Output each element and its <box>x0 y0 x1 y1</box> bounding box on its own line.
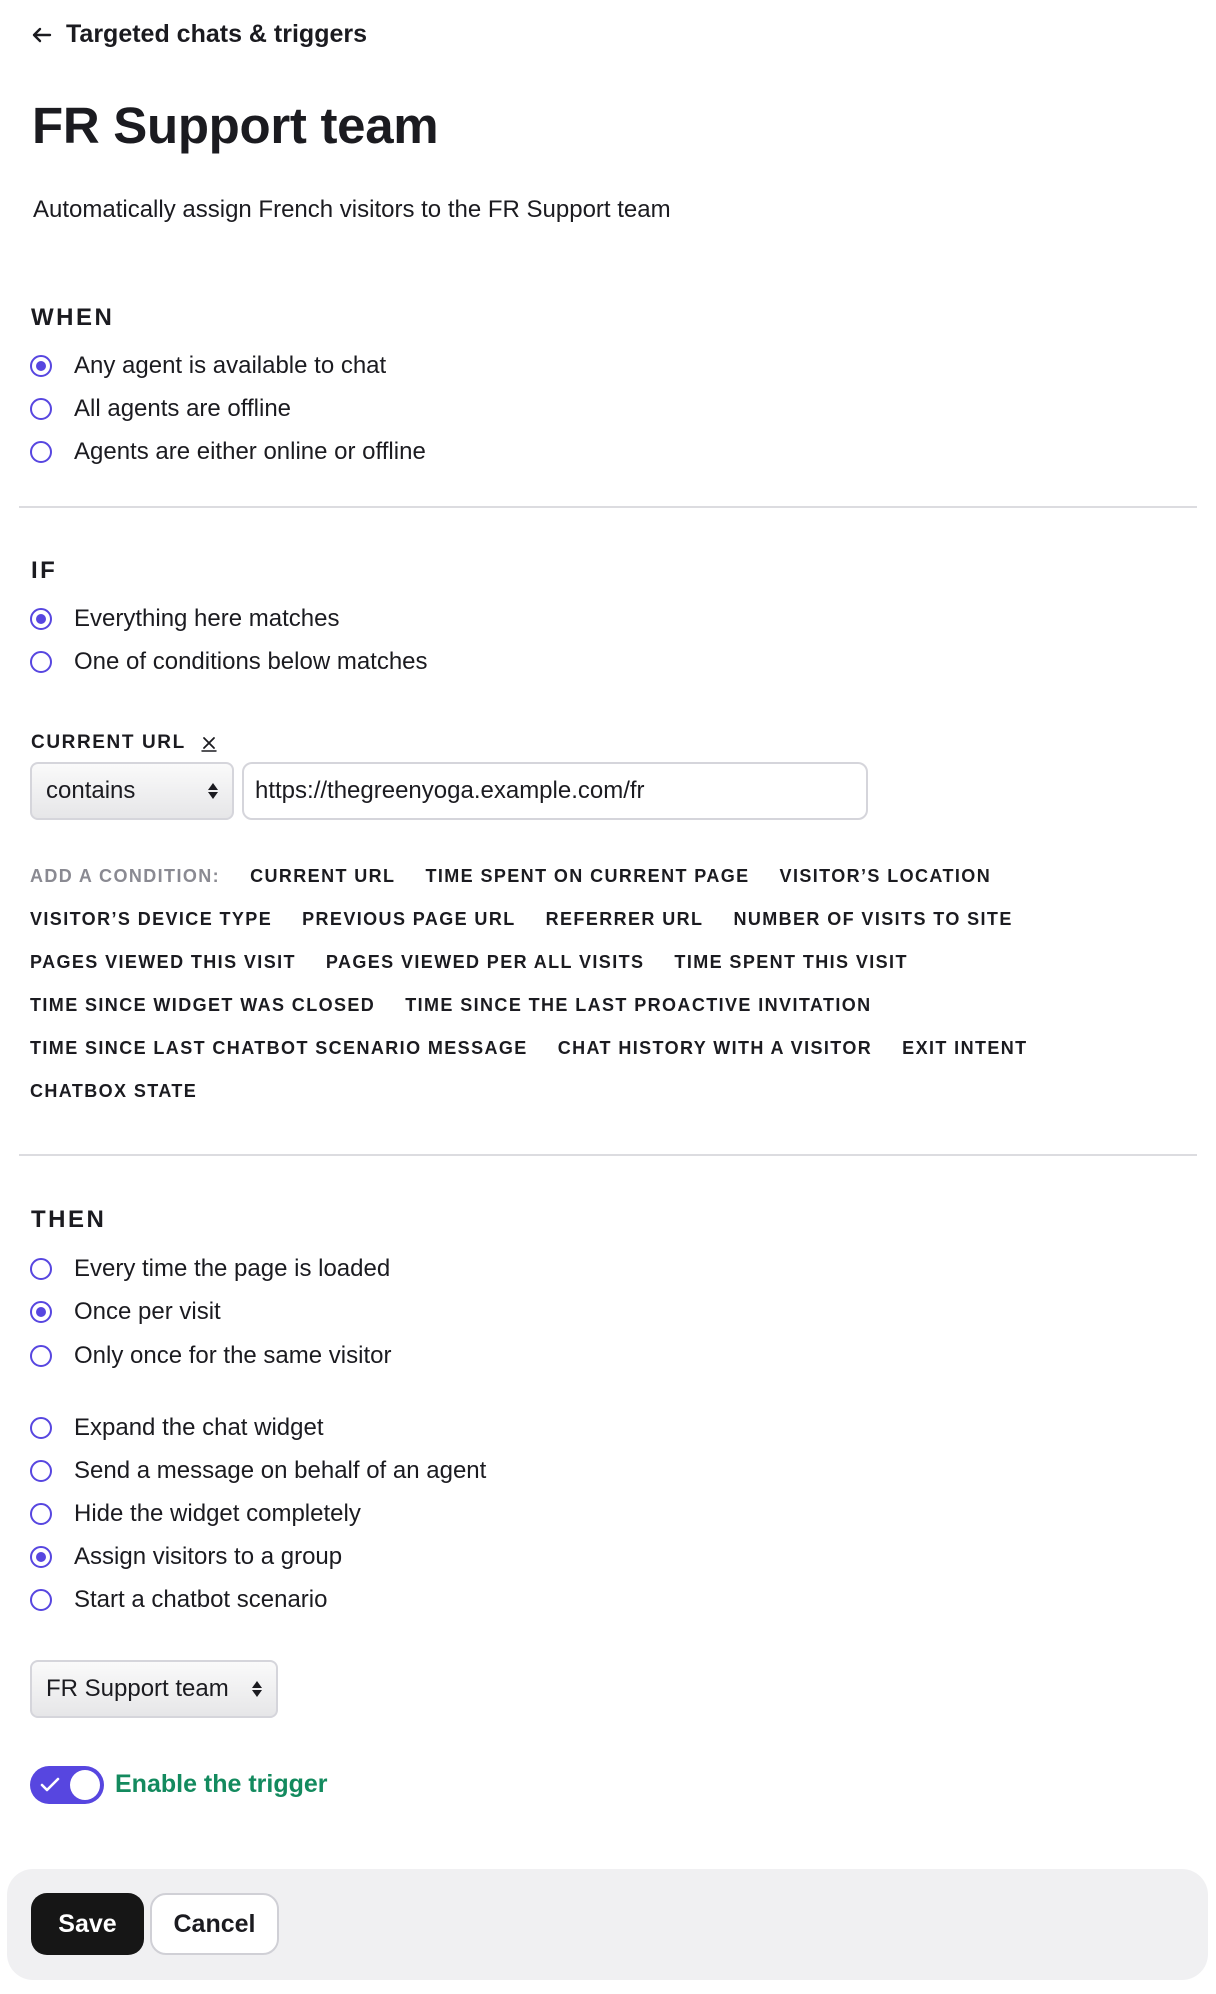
add-condition-chip[interactable]: TIME SPENT ON CURRENT PAGE <box>425 866 750 886</box>
add-condition-chip[interactable]: PAGES VIEWED THIS VISIT <box>30 952 296 972</box>
condition-url-input[interactable] <box>242 762 868 820</box>
add-condition-chip[interactable]: TIME SPENT THIS VISIT <box>674 952 908 972</box>
action-send-message[interactable] <box>30 1456 486 1486</box>
section-divider <box>19 506 1197 508</box>
radio-label: All agents are offline <box>74 395 292 422</box>
radio-label: Any agent is available to chat <box>74 352 387 379</box>
add-condition-chip[interactable]: TIME SINCE THE LAST PROACTIVE INVITATION <box>405 995 872 1015</box>
radio-label: Agents are either online or offline <box>74 438 426 465</box>
add-condition-chip[interactable]: CHATBOX STATE <box>30 1081 198 1101</box>
action-assign-group[interactable] <box>30 1542 342 1572</box>
radio-label: Send a message on behalf of an agent <box>74 1457 487 1484</box>
action-expand-widget[interactable] <box>30 1413 324 1443</box>
if-option-one-matches[interactable] <box>30 647 428 677</box>
group-select[interactable] <box>30 1660 278 1718</box>
add-condition-chip[interactable]: TIME SINCE WIDGET WAS CLOSED <box>30 995 376 1015</box>
add-condition-chip[interactable]: VISITOR’S DEVICE TYPE <box>30 909 273 929</box>
if-section-label: IF <box>31 557 58 584</box>
select-arrows-icon <box>208 783 218 799</box>
add-condition-chip[interactable]: CHAT HISTORY WITH A VISITOR <box>557 1038 873 1058</box>
radio-label: Start a chatbot scenario <box>74 1586 328 1613</box>
select-arrows-icon <box>252 1681 262 1697</box>
save-button[interactable]: Save <box>31 1893 144 1955</box>
radio-empty-icon <box>30 398 52 420</box>
action-start-chatbot[interactable] <box>30 1585 327 1615</box>
radio-label: Every time the page is loaded <box>74 1255 391 1282</box>
radio-selected-icon <box>30 608 52 630</box>
radio-label: One of conditions below matches <box>74 648 428 675</box>
condition-operator-select[interactable] <box>30 762 234 820</box>
select-value: FR Support team <box>46 1675 229 1702</box>
radio-empty-icon <box>30 1345 52 1367</box>
then-section-label: THEN <box>31 1206 107 1233</box>
page-description: Automatically assign French visitors to the FR Support team <box>33 196 671 223</box>
cancel-button[interactable]: Cancel <box>150 1893 279 1955</box>
add-condition-chip[interactable]: TIME SINCE LAST CHATBOT SCENARIO MESSAGE <box>30 1038 528 1058</box>
radio-empty-icon <box>30 1503 52 1525</box>
when-section-label: WHEN <box>31 304 115 331</box>
radio-empty-icon <box>30 1589 52 1611</box>
radio-empty-icon <box>30 441 52 463</box>
then-option-once-per-visit[interactable] <box>30 1297 221 1327</box>
radio-selected-icon <box>30 1546 52 1568</box>
radio-label: Expand the chat widget <box>74 1414 324 1441</box>
add-condition-chip[interactable]: NUMBER OF VISITS TO SITE <box>733 909 1013 929</box>
check-icon <box>40 1776 60 1794</box>
back-link-label: Targeted chats & triggers <box>66 20 368 48</box>
enable-trigger-label: Enable the trigger <box>115 1770 328 1798</box>
add-condition-chip[interactable]: PAGES VIEWED PER ALL VISITS <box>325 952 645 972</box>
enable-trigger-toggle[interactable] <box>30 1766 104 1804</box>
radio-empty-icon <box>30 1417 52 1439</box>
radio-empty-icon <box>30 1460 52 1482</box>
when-option-all-agents-offline[interactable] <box>30 394 291 424</box>
condition-current-url-label <box>31 732 218 754</box>
select-value: contains <box>46 777 136 804</box>
radio-empty-icon <box>30 1258 52 1280</box>
radio-label: Once per visit <box>74 1298 221 1325</box>
add-condition-chip[interactable]: CURRENT URL <box>250 866 396 886</box>
action-hide-widget[interactable] <box>30 1499 361 1529</box>
add-condition-label: ADD A CONDITION: <box>30 866 221 886</box>
radio-label: Assign visitors to a group <box>74 1543 343 1570</box>
radio-selected-icon <box>30 1301 52 1323</box>
then-option-every-page-load[interactable] <box>30 1254 390 1284</box>
footer-action-bar <box>7 1869 1208 1980</box>
back-link[interactable] <box>30 20 367 49</box>
radio-label: Everything here matches <box>74 605 340 632</box>
when-option-online-or-offline[interactable] <box>30 437 426 467</box>
toggle-knob <box>70 1770 100 1800</box>
add-condition-chip[interactable]: VISITOR’S LOCATION <box>779 866 992 886</box>
radio-selected-icon <box>30 355 52 377</box>
radio-label: Only once for the same visitor <box>74 1342 392 1369</box>
section-divider <box>19 1154 1197 1156</box>
add-condition-chip[interactable]: REFERRER URL <box>545 909 704 929</box>
then-option-once-same-visitor[interactable] <box>30 1341 391 1371</box>
remove-condition-icon[interactable] <box>200 734 218 752</box>
condition-label-text: CURRENT URL <box>31 732 186 753</box>
radio-label: Hide the widget completely <box>74 1500 361 1527</box>
add-condition-list <box>30 864 1030 1104</box>
add-condition-chip[interactable]: EXIT INTENT <box>902 1038 1028 1058</box>
arrow-left-icon <box>30 23 54 47</box>
radio-empty-icon <box>30 651 52 673</box>
when-option-any-agent-available[interactable] <box>30 351 386 381</box>
add-condition-chip[interactable]: PREVIOUS PAGE URL <box>302 909 516 929</box>
if-option-everything-matches[interactable] <box>30 604 339 634</box>
page-title: FR Support team <box>32 97 439 154</box>
